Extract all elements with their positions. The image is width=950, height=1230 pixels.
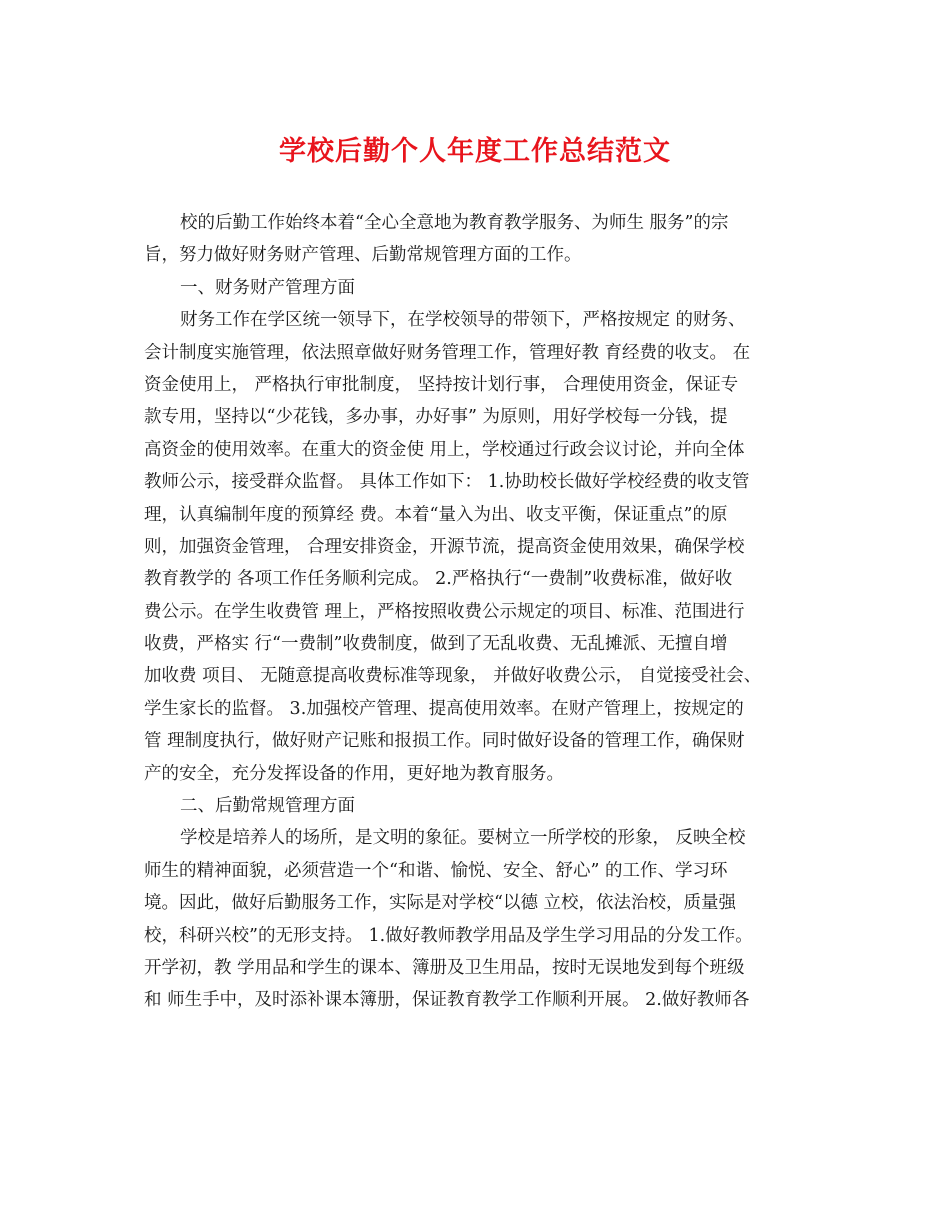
- body-line: 师生的精神面貌，必须营造一个“和谐、愉悦、安全、舒心” 的工作、学习环: [144, 860, 728, 881]
- body-line: 教育教学的 各项工作任务顺利完成。 2.严格执行“一费制”收费标准，做好收: [144, 569, 733, 590]
- body-line: 学校是培养人的场所，是文明的象征。要树立一所学校的形象， 反映全校: [180, 828, 746, 849]
- document-body: [144, 207, 812, 1017]
- body-line: 收费，严格实 行“一费制”收费制度，做到了无乱收费、无乱摊派、无擅自增: [144, 634, 728, 655]
- body-line: 境。因此，做好后勤服务工作，实际是对学校“以德 立校，依法治校，质量强: [144, 893, 737, 914]
- body-line: 资金使用上， 严格执行审批制度， 坚持按计划行事， 合理使用资金，保证专: [144, 374, 739, 395]
- body-line: 二、后勤常规管理方面: [180, 796, 355, 817]
- body-line: 会计制度实施管理，依法照章做好财务管理工作，管理好教 育经费的收支。 在: [144, 342, 751, 363]
- body-line: 产的安全，充分发挥设备的作用，更好地为教育服务。: [144, 763, 564, 784]
- body-line: 校的后勤工作始终本着“全心全意地为教育教学服务、为师生 服务”的宗: [180, 213, 729, 233]
- body-line: 高资金的使用效率。在重大的资金使 用上，学校通过行政会议讨论，并向全体: [144, 439, 745, 460]
- body-line: 加收费 项目、 无随意提高收费标准等现象， 并做好收费公示， 自觉接受社会、: [144, 666, 762, 687]
- body-line: 教师公示，接受群众监督。 具体工作如下： 1.协助校长做好学校经费的收支管: [144, 472, 750, 493]
- body-line: 开学初，教 学用品和学生的课本、簿册及卫生用品，按时无误地发到每个班级: [144, 957, 745, 978]
- body-line: 旨，努力做好财务财产管理、后勤常规管理方面的工作。: [144, 245, 582, 266]
- body-line: 和 师生手中，及时添补课本簿册，保证教育教学工作顺利开展。 2.做好教师各: [144, 990, 750, 1011]
- body-line: 财务工作在学区统一领导下，在学校领导的带领下，严格按规定 的财务、: [180, 310, 746, 331]
- document-title: 学校后勤个人年度工作总结范文: [279, 136, 671, 167]
- body-line: 一、财务财产管理方面: [180, 277, 355, 298]
- body-line: 学生家长的监督。 3.加强校产管理、提高使用效率。在财产管理上，按规定的: [144, 698, 744, 719]
- body-line: 管 理制度执行，做好财产记账和报损工作。同时做好设备的管理工作，确保财: [144, 731, 745, 752]
- body-line: 则，加强资金管理， 合理安排资金，开源节流，提高资金使用效果，确保学校: [144, 536, 745, 557]
- body-line: 款专用，坚持以“少花钱，多办事，办好事” 为原则，用好学校每一分钱，提: [144, 407, 728, 428]
- body-line: 理，认真编制年度的预算经 费。本着“量入为出、收支平衡，保证重点”的原: [144, 504, 728, 525]
- body-line: 校，科研兴校”的无形支持。 1.做好教师教学用品及学生学习用品的分发工作。: [144, 925, 753, 946]
- body-line: 费公示。在学生收费管 理上，严格按照收费公示规定的项目、标准、范围进行: [144, 601, 745, 622]
